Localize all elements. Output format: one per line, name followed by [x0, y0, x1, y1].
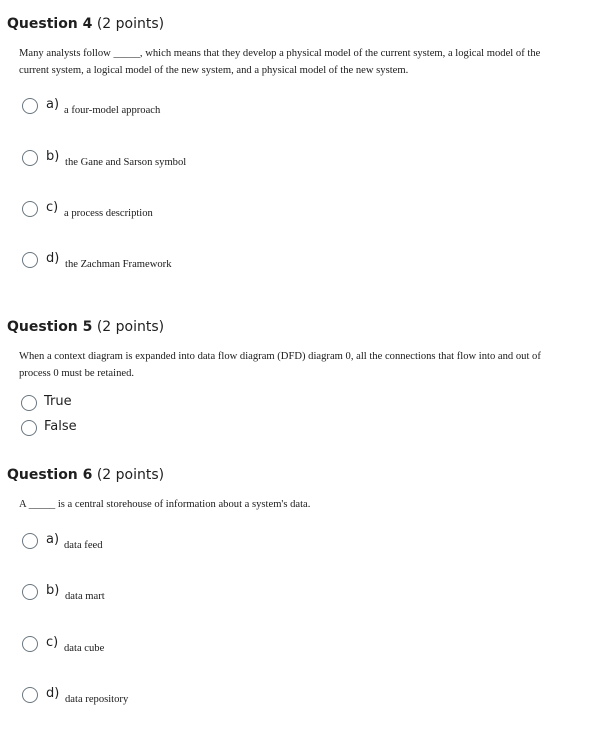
- radio-button[interactable]: [22, 584, 38, 600]
- question-6-choice-a[interactable]: [22, 533, 422, 555]
- question-points: (2 points): [96, 467, 165, 483]
- radio-button[interactable]: [22, 150, 38, 166]
- radio-button[interactable]: [21, 395, 37, 411]
- radio-button[interactable]: [22, 533, 38, 549]
- question-6-choice-b[interactable]: [22, 584, 422, 606]
- choice-letter: c): [46, 200, 59, 215]
- question-points: (2 points): [96, 319, 165, 335]
- option-label: False: [44, 419, 77, 434]
- choice-letter: a): [46, 532, 60, 547]
- question-5-title: [7, 319, 164, 335]
- radio-button[interactable]: [22, 636, 38, 652]
- choice-text: data feed: [64, 540, 103, 551]
- radio-button[interactable]: [21, 420, 37, 436]
- radio-button[interactable]: [22, 687, 38, 703]
- question-5-option-true[interactable]: [21, 394, 221, 414]
- question-4-choice-d[interactable]: [22, 252, 422, 274]
- question-6-text: A _____ is a central storehouse of information about a system's data.: [19, 499, 311, 510]
- choice-letter: d): [46, 686, 60, 701]
- radio-button[interactable]: [22, 252, 38, 268]
- question-number: Question 6: [7, 467, 93, 483]
- question-4-choice-a[interactable]: [22, 98, 422, 120]
- question-6-choice-c[interactable]: [22, 636, 422, 658]
- question-number: Question 5: [7, 319, 93, 335]
- question-5-text: When a context diagram is expanded into data flow diagram (DFD) diagram 0, all the connections that flow into and out of process 0 must be retained.: [19, 351, 541, 379]
- radio-button[interactable]: [22, 98, 38, 114]
- choice-text: a process description: [64, 208, 153, 219]
- choice-letter: d): [46, 251, 60, 266]
- question-4-text: Many analysts follow _____, which means that they develop a physical model of the current system, a logical model of the current system, a logical model of the new system, and a physical model of the new system.: [19, 48, 541, 76]
- choice-letter: a): [46, 97, 60, 112]
- question-4-title: [7, 16, 164, 32]
- choice-text: data repository: [65, 694, 129, 705]
- choice-text: data cube: [64, 643, 105, 654]
- choice-letter: c): [46, 635, 59, 650]
- question-number: Question 4: [7, 16, 93, 32]
- radio-button[interactable]: [22, 201, 38, 217]
- choice-letter: b): [46, 149, 60, 164]
- question-6-choice-d[interactable]: [22, 687, 422, 709]
- option-label: True: [44, 394, 72, 409]
- choice-text: the Gane and Sarson symbol: [65, 157, 187, 168]
- choice-text: the Zachman Framework: [65, 259, 172, 270]
- choice-letter: b): [46, 583, 60, 598]
- question-points: (2 points): [96, 16, 165, 32]
- choice-text: a four-model approach: [64, 105, 161, 116]
- choice-text: data mart: [65, 591, 105, 602]
- question-5-option-false[interactable]: [21, 419, 221, 439]
- question-4-choice-b[interactable]: [22, 150, 422, 172]
- question-6-title: [7, 467, 164, 483]
- question-4-choice-c[interactable]: [22, 201, 422, 223]
